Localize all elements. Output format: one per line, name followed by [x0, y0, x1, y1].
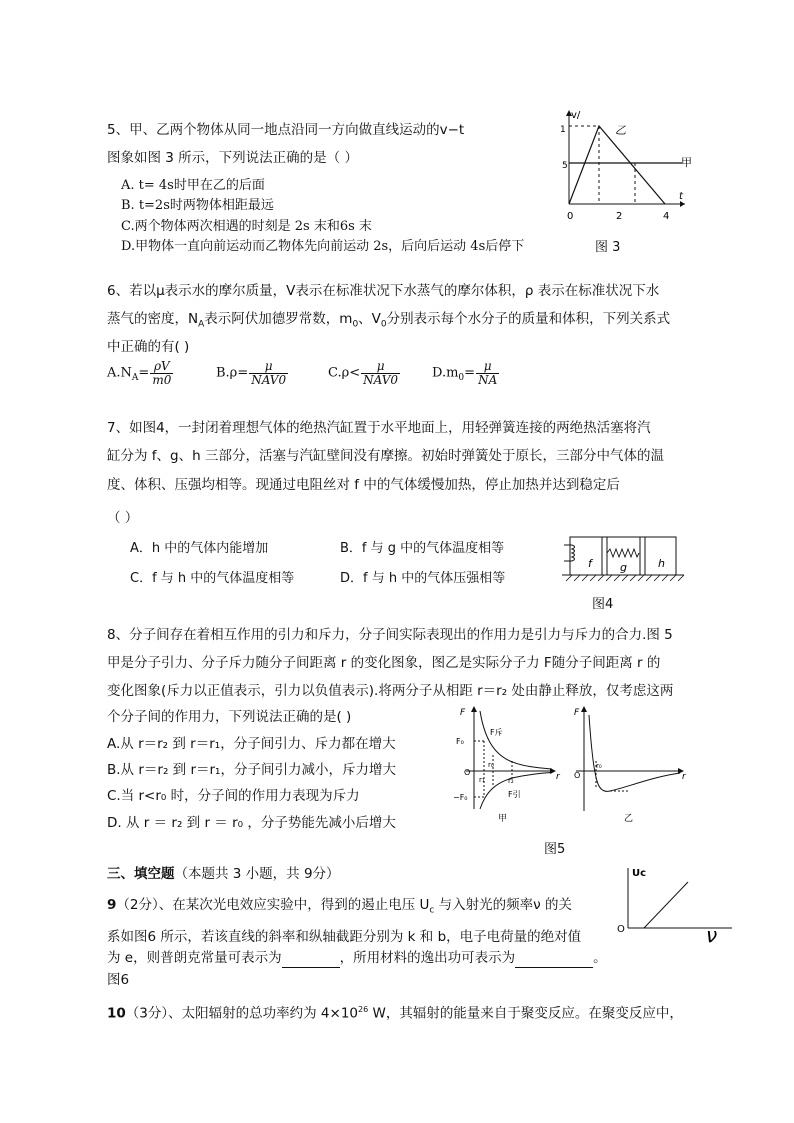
svg-text:−F₀: −F₀: [453, 793, 468, 802]
q5-option-a: A. t= 4s时甲在乙的后面: [121, 178, 265, 193]
q9-line2: 系如图6 所示，若该直线的斜率和纵轴截距分别为 k 和 b，电子电荷量的绝对值: [107, 929, 582, 945]
q7-line1: 7、如图4，一封闭着理想气体的绝热汽缸置于水平地面上，用轻弹簧连接的两绝热活塞将汽: [107, 420, 651, 436]
q5-option-c: C.两个物体两次相遇的时刻是 2s 末和6s 末: [121, 219, 372, 234]
q6-option-c: C.ρ< $\frac{\mu}{\text{NAV0}}$: [328, 359, 399, 387]
q7-option-c: C．f 与 h 中的气体温度相等: [130, 571, 295, 586]
svg-text:F斥: F斥: [490, 728, 503, 737]
q7-label-g: g: [620, 561, 627, 574]
svg-text:F: F: [574, 708, 580, 718]
q7-line3: 度、体积、压强均相等。现通过电阻丝对 f 中的气体缓慢加热，停止加热并达到稳定后: [107, 477, 620, 493]
q9-origin: O: [617, 924, 625, 935]
q7-label-f: f: [588, 557, 592, 570]
q5-x-tick-4: 4: [663, 211, 670, 222]
q5-figure-caption: 图 3: [595, 240, 621, 255]
q7-option-a: A．h 中的气体内能增加: [130, 541, 269, 556]
svg-text:乙: 乙: [624, 814, 634, 824]
q9-uc-line: [644, 882, 688, 928]
q8-line3: 变化图象(斥力以正值表示，引力以负值表示).将两分子从相距 r＝r₂ 处由静止释放，仅考虑这两: [107, 683, 674, 699]
q7-piston-right: [640, 537, 645, 575]
svg-text:F₀: F₀: [456, 737, 464, 746]
q7-cylinder-figure: [558, 533, 688, 591]
q5-x-label: t: [679, 191, 683, 202]
q8-line1: 8、分子间存在着相互作用的引力和斥力，分子间实际表现出的作用力是引力与斥力的合力.图 5: [107, 627, 673, 643]
q7-line4: （ ）: [107, 510, 139, 526]
q8-option-c: C.当 r<r₀ 时，分子间的作用力表现为斥力: [107, 788, 360, 804]
q9-line3: 为 e，则普朗克常量可表示为 ，所用材料的逸出功可表示为 。: [107, 950, 607, 966]
q6-option-d: $D.m_0=$ $\frac{\mu}{NA}$: [432, 359, 498, 387]
q7-option-b: B．f 与 g 中的气体温度相等: [340, 541, 505, 556]
q5-x-tick-2: 2: [616, 211, 623, 222]
q8-option-d: D. 从 r ＝ r₂ 到 r ＝ r₀ ，分子势能先减小后增大: [107, 815, 396, 831]
svg-text:F引: F引: [508, 790, 521, 799]
q8-graph-jia: [452, 705, 562, 825]
q9-blank-work-function[interactable]: [515, 950, 593, 968]
svg-text:r₀: r₀: [488, 761, 494, 769]
q5-y-tick-1: 1: [560, 125, 566, 135]
q7-line2: 缸分为 f、g、h 三部分，活塞与汽缸壁间没有摩擦。初始时弹簧处于原长，三部分中气体的温: [107, 448, 664, 464]
q9-y-label: Uc: [632, 868, 647, 879]
q6-option-a: $A.N_A=$ $\frac{\rho V}{m0}$: [107, 359, 172, 387]
q9-blank-planck[interactable]: [282, 950, 340, 968]
q9-line1: 9（2分）、在某次光电效应实验中，得到的遏止电压 $U_c$ 与入射光的频率ν 的关: [107, 897, 572, 916]
q5-vt-graph: [555, 108, 695, 226]
q6-line1: 6、若以μ表示水的摩尔质量，V表示在标准状况下水蒸气的摩尔体积，ρ 表示在标准状况下水: [107, 283, 660, 299]
q8-graph-yi: [572, 705, 690, 825]
q8-option-a: A.从 r＝r₂ 到 r＝r₁，分子间引力、斥力都在增大: [107, 736, 396, 752]
q6-option-b: B.ρ= $\frac{\mu}{\text{NAV0}}$: [216, 359, 287, 387]
q5-stem-line1: 5、甲、乙两个物体从同一地点沿同一方向做直线运动的v−t: [107, 122, 465, 138]
q7-piston-left: [602, 537, 607, 575]
q7-spring: [607, 549, 639, 557]
q5-line-yi: [569, 126, 665, 204]
svg-text:甲: 甲: [498, 814, 508, 824]
svg-text:O: O: [464, 768, 471, 777]
svg-text:r₁: r₁: [479, 776, 485, 784]
svg-text:r₀: r₀: [596, 762, 602, 770]
svg-text:F: F: [460, 708, 466, 718]
q7-figure-caption: 图4: [592, 597, 614, 612]
q9-x-label: ν: [706, 923, 718, 947]
q5-stem-line2: 图象如图 3 所示，下列说法正确的是（ ）: [107, 150, 358, 166]
q8-figure-caption: 图5: [544, 842, 566, 857]
q5-option-d: D.甲物体一直向前运动而乙物体先向前运动 2s，后向后运动 4s后停下: [121, 239, 525, 254]
q8-yi-force-curve: [589, 715, 680, 791]
q9-figure-caption: 图6: [107, 972, 130, 988]
svg-text:r₂: r₂: [508, 777, 514, 785]
q5-x-tick-0: 0: [567, 211, 574, 222]
q5-option-b: B. t=2s时两物体相距最远: [121, 198, 274, 213]
q5-label-jia: 甲: [681, 156, 692, 169]
q8-line2: 甲是分子引力、分子斥力随分子间距离 r 的变化图象，图乙是实际分子力 F随分子间距离 r 的: [107, 655, 661, 671]
q7-option-d: D．f 与 h 中的气体压强相等: [340, 571, 506, 586]
svg-text:r: r: [682, 772, 686, 782]
q6-line3: 中正确的有( ): [107, 339, 190, 355]
section3-heading: 三、填空题（本题共 3 小题，共 9分）: [107, 866, 340, 882]
svg-text:O: O: [574, 771, 581, 780]
q5-y-label: v/: [571, 110, 581, 121]
q7-ground-hatch: [566, 575, 684, 581]
q10-line1: 10（3分）、太阳辐射的总功率约为 $4\times 10^{26}$ W，其辐射的能量来自于聚变反应。在聚变反应中，: [107, 1005, 683, 1022]
q5-label-yi: 乙: [615, 124, 626, 137]
q6-line2: 蒸气的密度，$N_A$表示阿伏加德罗常数，$m_0$、$V_0$分别表示每个水分子的质量和体积，下列关系式: [107, 311, 671, 330]
q7-heating-wire: [572, 545, 575, 561]
q9-uc-graph: [614, 864, 740, 946]
q7-label-h: h: [658, 557, 665, 570]
q8-option-b: B.从 r＝r₂ 到 r＝r₁，分子间引力减小，斥力增大: [107, 762, 396, 778]
q8-line4: 个分子间的作用力，下列说法正确的是( ): [107, 709, 352, 725]
q5-y-tick-5: 5: [562, 161, 568, 171]
svg-text:r: r: [556, 772, 560, 782]
